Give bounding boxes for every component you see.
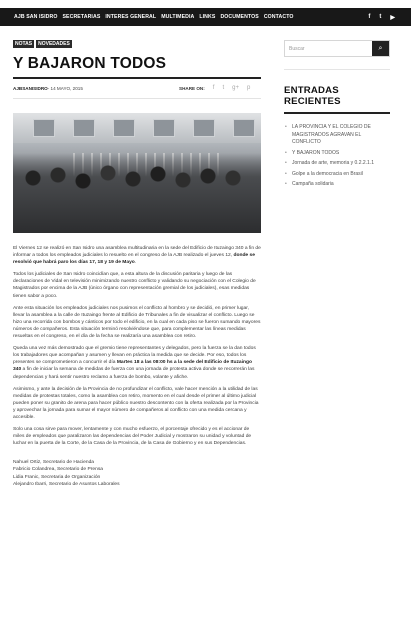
nav-item-interes-general[interactable]: INTERES GENERAL [105, 14, 157, 20]
share-bar [179, 85, 250, 91]
facebook-icon[interactable]: f [368, 14, 371, 20]
recent-posts-list [284, 124, 390, 189]
signature-line: Alejandro Ibarri, Secretario de Asuntos Laborales [13, 481, 120, 487]
recent-post-link[interactable]: • Y BAJARON TODOS [284, 150, 390, 158]
photo-crowd [13, 153, 261, 233]
photo-window [193, 119, 215, 137]
search-input[interactable]: Buscar [289, 46, 305, 52]
youtube-icon[interactable]: ▶ [390, 14, 395, 21]
tag-novedades[interactable]: NOVEDADES [38, 41, 70, 47]
nav-item-contacto[interactable]: CONTACTO [263, 14, 294, 20]
signature-line: Nahuel Ortiz, Secretario de Hacienda [13, 460, 95, 466]
signature-line: Lidia Franic, Secretaria de Organización [13, 474, 101, 480]
article-body [13, 245, 261, 447]
nav-item-ajb-san-isidro[interactable]: AJB SAN ISIDRO [14, 14, 58, 20]
signatures [13, 459, 261, 487]
paragraph: Solo una cosa sirve para mover, lentamente y con mucho esfuerzo, el porcentaje ofrecido y es el accionar de miles de empleados que paralizaron las dependencias del Poder Judicial y mostraron su unidad y voluntad de luchar en la puerta de la Corte, de la Casa de la Provincia, de la Casa de Gobierno y en sus Dependencias. [13, 427, 252, 447]
share-label: SHARE ON: [179, 85, 205, 91]
photo-window [153, 119, 175, 137]
article-title: Y BAJARON TODOS [13, 55, 167, 72]
byline [13, 86, 83, 91]
paragraph: Queda una vez más demostrado que el gremio tiene representantes y delegados, pero la fuerza se la dan todos los trabajadores que acompañan y asumen y llevan en práctica la medida que se decide. Por eso, todos los presentes se comprometieron a concurrir el día Martes 18 a las 08:00 hs a la sede del Edificio de Ituzaingo 340 a fin de iniciar la semana de medidas de fuerza con una jornada de protesta activa donde se recorrerán las dependencias y hará sentir nuestro reclamo a fuerza de bombo, volante y afiche. [13, 346, 256, 380]
article-meta [13, 79, 261, 99]
share-pinterest-icon[interactable]: p [246, 85, 251, 91]
nav-item-secretarias[interactable]: SECRETARIAS [62, 14, 101, 20]
sidebar [284, 40, 390, 192]
share-facebook-icon[interactable]: f [212, 85, 215, 91]
recent-post-link[interactable]: • Campaña solidaria [284, 181, 390, 189]
paragraph: Asimismo, y ante la decisión de la Provincia de no profundizar el conflicto, vale hacer mención a la utilidad de las medidas de protestas totales, como la asamblea con retiro, momento en el cual desde el primer al último judicial pueden poner su granito de arena para hacer público nuestro descontento con la oferta realizada por la Provincia y aprovechar la jornada para sumar el mayor número de compañeros al conflicto con una medida cercana y accesible. [13, 386, 259, 420]
photo-window [33, 119, 55, 137]
main-menu [14, 8, 294, 26]
twitter-icon[interactable]: t [379, 14, 382, 20]
share-googleplus-icon[interactable]: g+ [232, 85, 239, 91]
author-link[interactable]: AJBSANISIDRO [13, 86, 48, 91]
nav-item-links[interactable]: LINKS [199, 14, 216, 20]
nav-item-documentos[interactable]: DOCUMENTOS [220, 14, 259, 20]
category-tags [13, 40, 261, 48]
paragraph: El Viernes 12 se realizó en San Isidro una asamblea multitudinaria en la sede del Edificio de Ituzaingo 340 a fin de informar a todos los empleados judiciales lo resuelto en el congreso de la AJB realizado el jueves 12, donde se resolvió que habrá paro los días 17, 18 y 19 de Mayo. [13, 246, 261, 266]
recent-posts-title: ENTRADAS RECIENTES [284, 85, 341, 107]
photo-window [73, 119, 95, 137]
nav-item-multimedia[interactable]: MULTIMEDIA [161, 14, 195, 20]
post-date: - 14 MAYO, 2015 [47, 86, 83, 91]
recent-post-link[interactable]: • LA PROVINCIA Y EL COLEGIO DE MAGISTRADOS AGRAVAN EL CONFLICTO [284, 124, 390, 147]
photo-window [113, 119, 135, 137]
social-icons [368, 8, 395, 26]
share-twitter-icon[interactable]: t [222, 85, 225, 91]
recent-post-link[interactable]: • Jornada de arte, memoria y 0.2.2.1.1 [284, 160, 390, 168]
recent-posts-underline [284, 112, 390, 114]
paragraph: Todos los judiciales de San Isidro coincidían que, a esta altura de la discusión paritaria y luego de las declaraciones de Vidal en televisión minimizando nuestro conflicto y validando su negociación con el Colegio de Magistrados por encima de la AJB (único órgano con representación gremial de los judiciales), esas medidas tienen sabor a poco. [13, 272, 256, 299]
article-featured-photo [13, 113, 261, 233]
signature-line: Fabricio Colandrea, Secretario de Prensa [13, 467, 103, 473]
tag-notas[interactable]: NOTAS [15, 41, 33, 47]
top-navigation-bar [0, 8, 411, 26]
photo-window [233, 119, 255, 137]
paragraph: Ante esta situación los empleados judiciales nos pusimos el conflicto al hombro y se decidió, en primer lugar, llevar la asamblea a la calle de Ituzaingo frente al Edificio de Tribunales a fin de visualizar el conflicto. Luego se hizo una recorrida con bombos y cánticos por todo el edificio, en la cual en cada piso se fueron sumando mayores números de compañeros. Esta situación terminó resolviéndose que, para complementar las líneas medidas resueltas en el congreso, en el día de la fecha se realizaría una asamblea con retiro. [13, 305, 261, 340]
search-button[interactable] [372, 41, 389, 56]
recent-post-link[interactable]: • Golpe a la democracia en Brasil [284, 171, 390, 179]
search-box [284, 40, 390, 57]
sidebar-divider [284, 69, 390, 70]
search-icon: ⌕ [378, 44, 383, 52]
article [13, 40, 261, 488]
